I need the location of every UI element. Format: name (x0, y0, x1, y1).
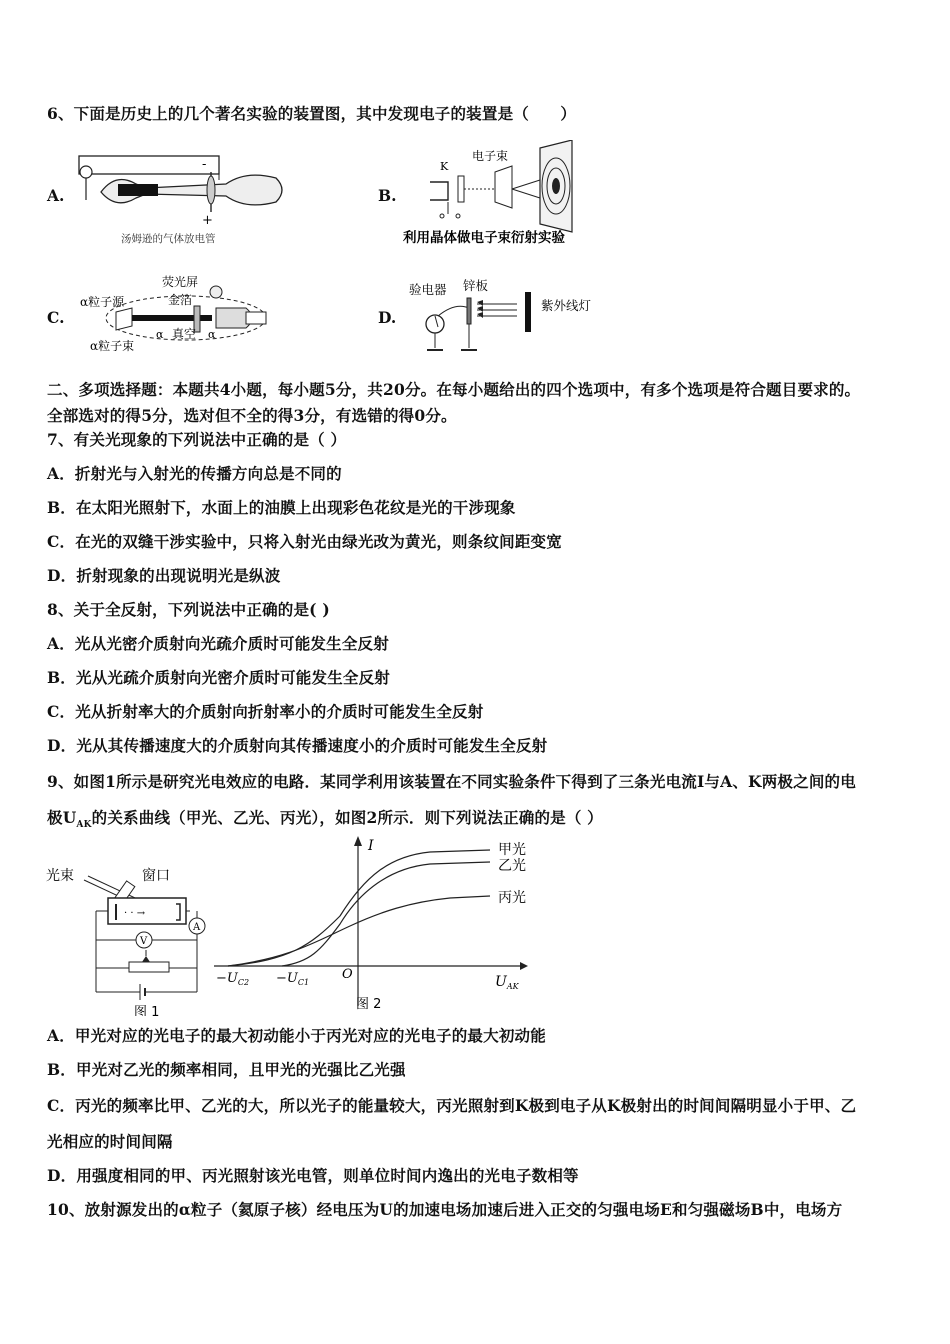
q6-d-zinc-label: 锌板 (463, 278, 489, 293)
q9-fig2-x-axis-label (495, 974, 520, 991)
q9-figure1-circuit (44, 856, 214, 1016)
q6-a-minus-sign: - (202, 157, 207, 172)
q9-option-c-line2: 光相应的时间间隔 (47, 1132, 173, 1151)
q9-option-b: B．甲光对乙光的频率相同，且甲光的光强比乙光强 (47, 1060, 406, 1079)
q8-option-c: C．光从折射率大的介质射向折射率小的介质时可能发生全反射 (47, 702, 484, 721)
q8-option-b: B．光从光疏介质射向光密介质时可能发生全反射 (47, 668, 391, 687)
q9-fig2-y-axis-label: I (368, 838, 374, 854)
q6-c-beam-label: α粒子束 (90, 339, 135, 353)
q6-c-foil-label: 金箔 (168, 293, 193, 307)
q7-option-b: B．在太阳光照射下，水面上的油膜上出现彩色花纹是光的干涉现象 (47, 498, 516, 517)
q8-option-a: A．光从光密介质射向光疏介质时可能发生全反射 (47, 634, 389, 653)
q9-fig2-x-axis-main: U (495, 974, 507, 990)
q6-figure-b-electron-diffraction (400, 140, 610, 250)
q9-fig2-x-axis-sub: AK (506, 982, 519, 991)
q7-stem: 7、有关光现象的下列说法中正确的是（ ） (47, 430, 347, 449)
q9-stem-subscript: AK (76, 820, 92, 831)
q9-fig2-curve-jia (228, 850, 490, 966)
q6-option-b-label: B. (378, 186, 397, 205)
q6-b-beam-label: 电子束 (472, 149, 509, 163)
q7-option-d: D．折射现象的出现说明光是纵波 (47, 566, 281, 585)
q9-option-d: D．用强度相同的甲、丙光照射该光电管，则单位时间内逸出的光电子数相等 (47, 1166, 579, 1185)
q9-fig2-legend-yi: 乙光 (498, 858, 526, 874)
q6-c-screen-label: 荧光屏 (162, 275, 199, 289)
section2-heading-line2: 全部选对的得5分，选对但不全的得3分，有选错的得0分。 (47, 406, 457, 425)
q6-c-vacuum-label: 真空 (172, 327, 197, 341)
q9-fig2-uc1-sub: C1 (297, 978, 310, 987)
q8-stem: 8、关于全反射，下列说法中正确的是( ) (47, 600, 330, 619)
q9-fig1-ammeter-label: A (193, 922, 201, 933)
q9-fig2-legend-jia: 甲光 (498, 842, 526, 858)
q6-c-source-label: α粒子源 (80, 295, 125, 309)
q6-figure-c-alpha-scattering (76, 272, 286, 356)
q9-fig1-voltmeter-label: V (140, 936, 148, 947)
q6-b-caption: 利用晶体做电子束衍射实验 (403, 230, 565, 246)
q9-fig2-curve-bing (228, 896, 490, 966)
q6-stem: 6、下面是历史上的几个著名实验的装置图，其中发现电子的装置是（ ） (47, 104, 577, 123)
q9-fig1-beam-label: 光束 (46, 868, 74, 884)
q7-option-c: C．在光的双缝干涉实验中，只将入射光由绿光改为黄光，则条纹间距变宽 (47, 532, 562, 551)
q6-c-alpha-1: α (156, 328, 164, 341)
q9-stem-suffix: 的关系曲线（甲光、乙光、丙光），如图2所示．则下列说法正确的是（ ） (91, 808, 603, 827)
q9-fig1-window-label: 窗口 (142, 868, 170, 884)
q9-fig2-curve-yi (282, 862, 490, 966)
q7-option-a: A．折射光与入射光的传播方向总是不同的 (47, 464, 342, 483)
section2-heading-line1: 二、多项选择题：本题共4小题，每小题5分，共20分。在每小题给出的四个选项中，有多个选项是符合题目要求的。 (47, 380, 861, 399)
q6-figure-d-photoelectric (405, 272, 605, 356)
q9-fig2-uc1-main: −U (276, 971, 298, 986)
q6-option-d-label: D. (378, 308, 397, 327)
q9-fig2-uc2-label (216, 971, 249, 987)
q6-a-caption: 汤姆逊的气体放电管 (121, 233, 216, 245)
q6-figure-a-discharge-tube (76, 150, 296, 248)
q9-fig2-uc2-sub: C2 (237, 978, 250, 987)
q9-stem-line2 (47, 806, 603, 830)
q9-fig2-origin: O (342, 967, 353, 982)
q9-fig1-caption: 图 1 (134, 1005, 160, 1016)
q6-a-plus-sign: + (202, 213, 213, 228)
q9-fig2-legend-bing: 丙光 (498, 890, 526, 906)
q6-option-c-label: C. (47, 308, 65, 327)
q9-fig2-uc2-main: −U (216, 971, 238, 986)
q9-option-c-line1: C．丙光的频率比甲、乙光的大，所以光子的能量较大，丙光照射到K极到电子从K极射出的时间间隔明显小于甲、乙 (47, 1096, 857, 1115)
q6-b-k-label: K (440, 160, 449, 173)
q6-d-electroscope-label: 验电器 (409, 282, 447, 297)
q9-stem-prefix: 极U (47, 808, 77, 827)
q8-option-d: D．光从其传播速度大的介质射向其传播速度小的介质时可能发生全反射 (47, 736, 548, 755)
q9-figure2-graph (210, 836, 540, 1016)
q9-stem-line1: 9、如图1所示是研究光电效应的电路．某同学利用该装置在不同实验条件下得到了三条光电流I与A、K两极之间的电 (47, 772, 856, 791)
q9-fig2-uc1-label (276, 971, 309, 987)
q6-option-a-label: A. (47, 186, 65, 205)
q9-fig2-caption: 图 2 (356, 997, 382, 1012)
q10-stem: 10、放射源发出的α粒子（氦原子核）经电压为U的加速电场加速后进入正交的匀强电场E和匀强磁场B中，电场方 (47, 1200, 843, 1219)
q6-c-alpha-2: α (208, 328, 216, 341)
q6-d-uv-label: 紫外线灯 (541, 298, 592, 313)
q9-fig1-electron-dots: · · → (124, 908, 146, 919)
q9-option-a: A．甲光对应的光电子的最大初动能小于丙光对应的光电子的最大初动能 (47, 1026, 546, 1045)
